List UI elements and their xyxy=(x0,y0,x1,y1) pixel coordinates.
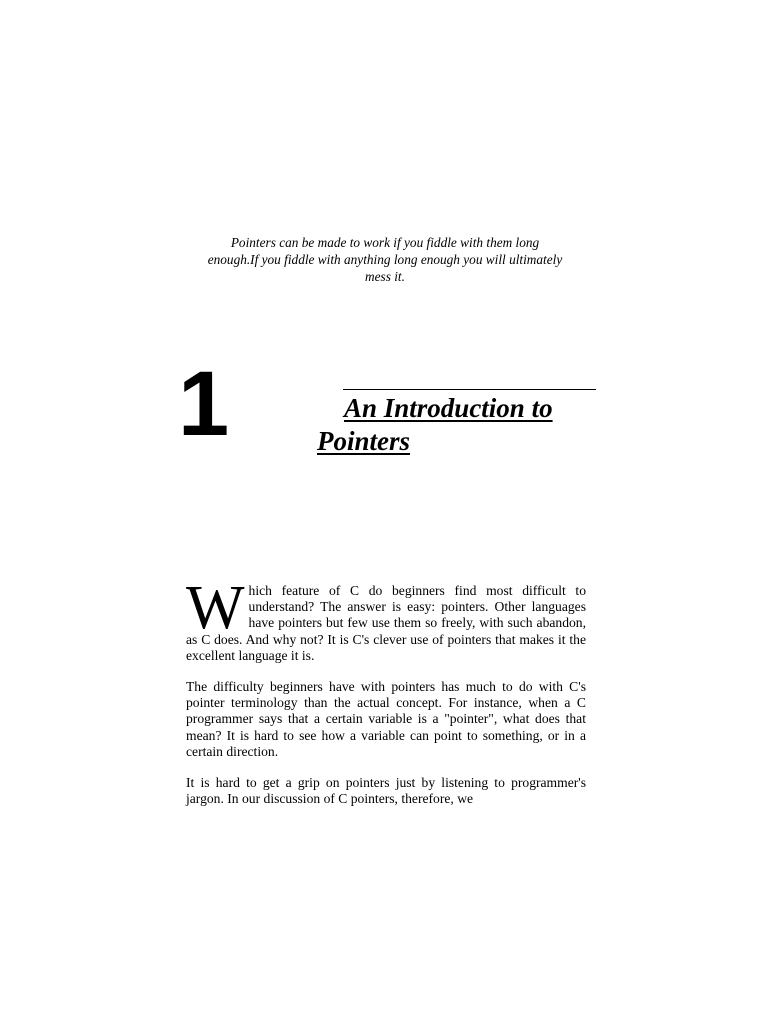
epigraph-quote xyxy=(180,234,590,285)
epigraph-line-1: Pointers can be made to work if you fiddle with them long xyxy=(230,235,540,250)
epigraph-line-2: enough.If you fiddle with anything long enough you will ultimately xyxy=(207,252,563,267)
body-paragraph-1 xyxy=(186,574,586,664)
body-paragraph-1-text: hich feature of C do beginners find most difficult to understand? The answer is easy: pointers. Other languages have pointers but few use them so freely, with such abandon, as C does. And why not? It is C's clever use of pointers that makes it the excellent language it is. xyxy=(186,583,586,663)
chapter-title xyxy=(300,392,590,458)
epigraph-line-3: mess it. xyxy=(365,269,405,284)
chapter-title-line-2: Pointers xyxy=(317,426,411,456)
chapter-body xyxy=(186,574,586,822)
body-paragraph-2: The difficulty beginners have with pointers has much to do with C's pointer terminology than the actual concept. For instance, when a C programmer says that a certain variable is a "pointer", what does that mean? It is hard to see how a variable can point to something, or in a certain direction. xyxy=(186,679,586,759)
chapter-title-line-1: An Introduction to xyxy=(344,393,553,423)
chapter-title-rule xyxy=(343,389,596,390)
drop-cap-letter: W xyxy=(186,574,245,642)
chapter-number: 1 xyxy=(178,353,228,455)
body-paragraph-3: It is hard to get a grip on pointers just by listening to programmer's jargon. In our discussion of C pointers, therefore, we xyxy=(186,775,586,807)
